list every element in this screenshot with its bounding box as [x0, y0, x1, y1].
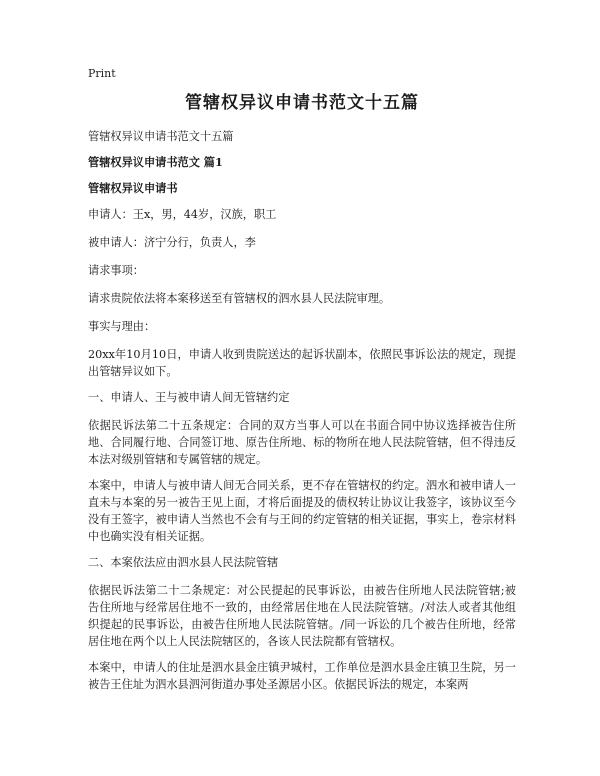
document-page — [88, 66, 516, 702]
paragraph-document-heading: 管辖权异议申请书 — [88, 181, 178, 195]
paragraph-point-one: 一、申请人、王与被申请人间无管辖约定 — [88, 391, 290, 404]
paragraph-applicant: 申请人：王x，男，44岁，汉族，职工 — [88, 208, 277, 221]
print-label: Print — [88, 67, 116, 80]
paragraph-law-22: 依据民诉法第二十二条规定：对公民提起的民事诉讼，由被告住所地人民法院管辖;被告住所地与经常居住地不一致的，由经常居住地在人民法院管辖。/对法人或者其他组织提起的民事诉讼，由被告住所地人民法院管辖。/同一诉讼的几个被告住所地，经常居住地在两个以上人民法院辖区的，各该人民法院都有管辖权。 — [88, 584, 516, 648]
page-title: 管辖权异议申请书范文十五篇 — [185, 93, 419, 113]
paragraph-facts-intro: 20xx年10月10日，申请人收到贵院送达的起诉状副本，依照民事诉讼法的规定，现提出管辖异议如下。 — [88, 348, 516, 378]
paragraph-law-25: 依据民诉法第二十五条规定：合同的双方当事人可以在书面合同中协议选择被告住所地、合同履行地、合同签订地、原告住所地、标的物所在地人民法院管辖，但不得违反本法对级别管辖和专属管辖的规定。 — [88, 419, 516, 466]
paragraph-case-two: 本案中，申请人的住址是泗水县金庄镇尹城村，工作单位是泗水县金庄镇卫生院，另一被告王住址为泗水县泗河街道办事处圣源居小区。依据民诉法的规定，本案两 — [88, 661, 516, 691]
paragraph-case-one: 本案中，申请人与被申请人间无合同关系，更不存在管辖权的约定。泗水和被申请人一直未与本案的另一被告王见上面，才将后面提及的债权转让协议让我签字，该协议至今没有王签字，被申请人当然也不会有与王间的约定管辖的相关证据，事实上，卷宗材料中也确实没有相关证据。 — [88, 479, 516, 543]
paragraph-request: 请求贵院依法将本案移送至有管辖权的泗水县人民法院审理。 — [88, 292, 391, 305]
paragraph-respondent: 被申请人：济宁分行，负责人，李 — [88, 236, 256, 249]
paragraph-subtitle: 管辖权异议申请书范文十五篇 — [88, 130, 234, 143]
paragraph-section-heading: 管辖权异议申请书范文 篇1 — [88, 155, 223, 169]
paragraph-facts-label: 事实与理由： — [88, 320, 156, 333]
paragraph-request-label: 请求事项： — [88, 264, 144, 277]
paragraph-point-two: 二、本案依法应由泗水县人民法院管辖 — [88, 556, 279, 569]
